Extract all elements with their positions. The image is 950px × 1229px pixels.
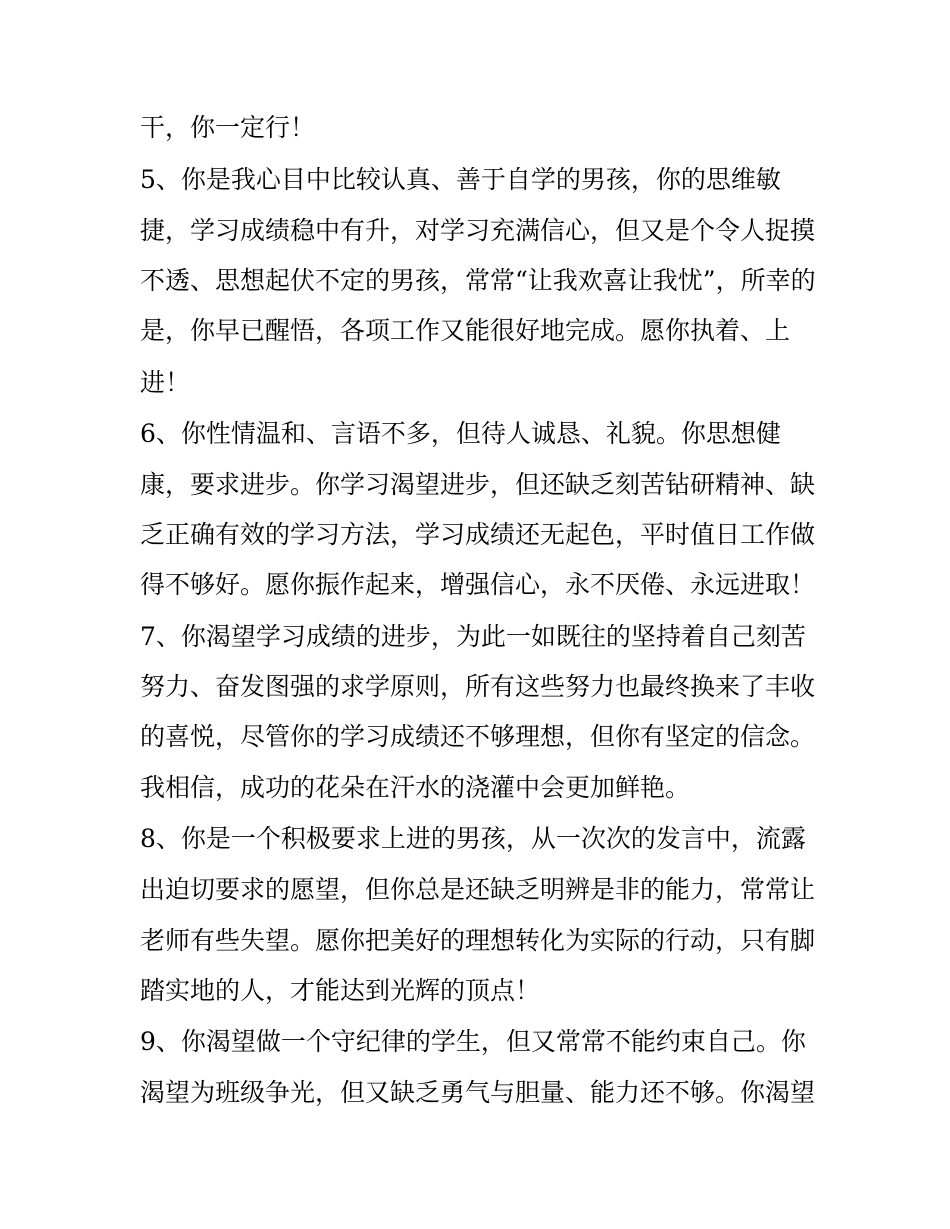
text-line: 我相信，成功的花朵在汗水的浇灌中会更加鲜艳。	[140, 773, 691, 802]
text-line: 干，你一定行！	[140, 113, 316, 142]
text-line: 9、你渴望做一个守纪律的学生，但又常常不能约束自己。你	[140, 1027, 806, 1056]
text-line: 6、你性情温和、言语不多，但待人诚恳、礼貌。你思想健	[140, 419, 781, 448]
text-line: 不透、思想起伏不定的男孩，常常“让我欢喜让我忧”，所幸的	[140, 266, 816, 295]
text-line: 老师有些失望。愿你把美好的理想转化为实际的行动，只有脚	[140, 926, 816, 955]
text-line: 7、你渴望学习成绩的进步，为此一如既往的坚持着自己刻苦	[140, 622, 806, 651]
text-line: 渴望为班级争光，但又缺乏勇气与胆量、能力还不够。你渴望	[140, 1078, 816, 1107]
text-line: 捷，学习成绩稳中有升，对学习充满信心，但又是个令人捉摸	[140, 216, 816, 245]
text-line: 踏实地的人，才能达到光辉的顶点！	[140, 976, 541, 1005]
text-line: 出迫切要求的愿望，但你总是还缺乏明辨是非的能力，常常让	[140, 875, 816, 904]
text-line: 得不够好。愿你振作起来，增强信心，永不厌倦、永远进取！	[140, 570, 816, 599]
text-line: 5、你是我心目中比较认真、善于自学的男孩，你的思维敏	[140, 165, 781, 194]
text-line: 8、你是一个积极要求上进的男孩，从一次次的发言中，流露	[140, 824, 806, 853]
text-line: 康，要求进步。你学习渴望进步，但还缺乏刻苦钻研精神、缺	[140, 470, 816, 499]
text-line: 是，你早已醒悟，各项工作又能很好地完成。愿你执着、上	[140, 316, 791, 345]
text-line: 的喜悦，尽管你的学习成绩还不够理想，但你有坚定的信念。	[140, 722, 816, 751]
text-line: 进！	[140, 368, 191, 397]
text-line: 努力、奋发图强的求学原则，所有这些努力也最终换来了丰收	[140, 672, 816, 701]
text-line: 乏正确有效的学习方法，学习成绩还无起色，平时值日工作做	[140, 520, 816, 549]
